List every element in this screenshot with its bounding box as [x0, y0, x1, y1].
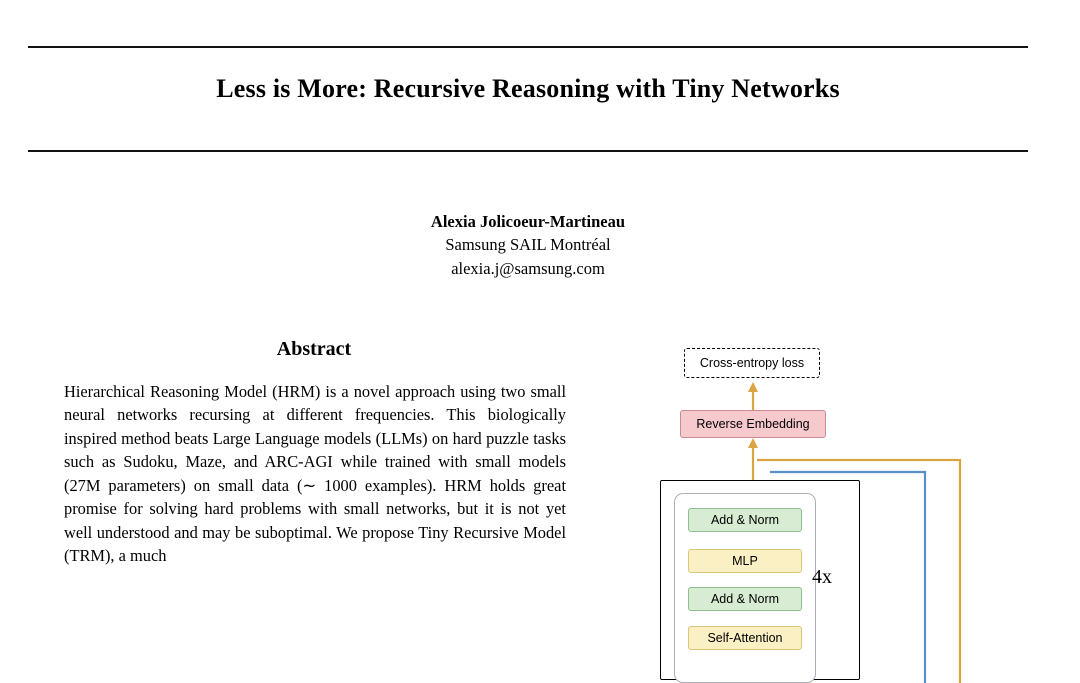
- architecture-figure: [600, 330, 1070, 683]
- figure-node-mlp: MLP: [688, 549, 802, 573]
- author-affiliation: Samsung SAIL Montréal: [445, 235, 611, 255]
- figure-node-cross-entropy-loss: Cross-entropy loss: [684, 348, 820, 378]
- figure-node-add-norm-top: Add & Norm: [688, 508, 802, 532]
- figure-node-reverse-embedding: Reverse Embedding: [680, 410, 826, 438]
- title-rule-top: [28, 46, 1028, 48]
- abstract-heading: Abstract: [276, 338, 352, 360]
- author-name: Alexia Jolicoeur-Martineau: [430, 212, 626, 231]
- figure-node-self-attention: Self-Attention: [688, 626, 802, 650]
- page-title: Less is More: Recursive Reasoning with Tiny Networks: [216, 74, 840, 103]
- figure-node-add-norm-bottom: Add & Norm: [688, 587, 802, 611]
- author-email: alexia.j@samsung.com: [451, 258, 605, 278]
- title-rule-bottom: [28, 150, 1028, 152]
- figure-repeat-label: 4x: [812, 565, 832, 588]
- abstract-text: Hierarchical Reasoning Model (HRM) is a novel approach using two small neural networks recursing at different frequencies. This biologically inspired method beats Large Language models (LLMs) on hard puzzle tasks such as Sudoku, Maze, and ARC-AGI while trained with small models (27M parameters) on small data (∼ 1000 examples). HRM holds great promise for solving hard problems with small networks, but it is not yet well understood and may be suboptimal. We propose Tiny Recursive Model (TRM), a much: [64, 382, 566, 566]
- author-block: [28, 210, 1028, 280]
